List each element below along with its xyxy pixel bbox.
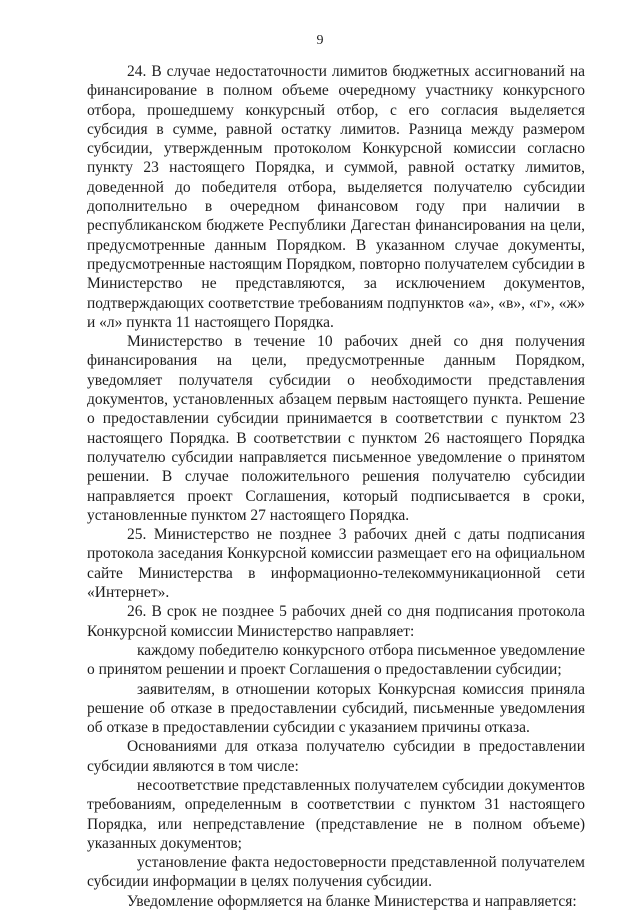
paragraph-notice-form: Уведомление оформляется на бланке Министерства и направляется: (127, 892, 577, 910)
paragraph-refusal-ground-documents: несоответствие представленных получателем субсидии документов требованиям, определенным в соответствии с пунктом 31 настоящего Порядка, или непредставление (представление не в полном объеме) указанных документов; (87, 776, 585, 852)
paragraph-24: 24. В случае недостаточности лимитов бюджетных ассигнований на финансирование в полном объеме очередному участнику конкурсного отбора, прошедшему конкурсный отбор, с его согласия выделяется субсидия в сумме, равной остатку лимитов. Разница между размером субсидии, утвержденным протоколом Конкурсной комиссии согласно пункту 23 настоящего Порядка, и суммой, равной остатку лимитов, доведенной до победителя отбора, выделяется получателю субсидии дополнительно в очередном финансовом году при наличии в республиканском бюджете Республики Дагестан финансирования на цели, предусмотренные данным Порядком. В указанном случае документы, предусмотренные настоящим Порядком, повторно получателем субсидии в Министерство не представляются, за исключением документов, подтверждающих соответствие требованиям подпунктов «а», «в», «г», «ж» и «л» пункта 11 настоящего Порядка. (87, 63, 585, 331)
page-number: 9 (316, 33, 324, 48)
paragraph-24-ministry-notice: Министерство в течение 10 рабочих дней со дня получения финансирования на цели, предусмотренные данным Порядком, уведомляет получателя субсидии о необходимости представления документов, установленных абзацем первым настоящего пункта. Решение о предоставлении субсидии принимается в соответствии с пунктом 23 настоящего Порядка. В соответствии с пунктом 26 настоящего Порядка получателю субсидии направляется письменное уведомление о принятом решении. В случае положительного решения получателю субсидии направляется проект Соглашения, который подписывается в сроки, установленные пунктом 27 настоящего Порядка. (87, 333, 585, 524)
paragraph-25: 25. Министерство не позднее 3 рабочих дней с даты подписания протокола заседания Конкурсной комиссии размещает его на официальном сайте Министерства в информационно-телекоммуникационной сети «Интернет». (87, 526, 585, 602)
document-body (87, 62, 585, 911)
paragraph-26-winners: каждому победителю конкурсного отбора письменное уведомление о принятом решении и проект Соглашения о предоставлении субсидии; (87, 641, 585, 679)
paragraph-26-applicants: заявителям, в отношении которых Конкурсная комиссия приняла решение об отказе в предоставлении субсидий, письменные уведомления об отказе в предоставлении субсидии с указанием причины отказа. (87, 680, 585, 737)
paragraph-refusal-ground-false-info: установление факта недостоверности представленной получателем субсидии информации в целях получения субсидии. (87, 854, 585, 891)
paragraph-26: 26. В срок не позднее 5 рабочих дней со дня подписания протокола Конкурсной комиссии Министерство направляет: (87, 603, 585, 640)
paragraph-refusal-grounds: Основаниями для отказа получателю субсидии в предоставлении субсидии являются в том числе: (87, 738, 585, 775)
